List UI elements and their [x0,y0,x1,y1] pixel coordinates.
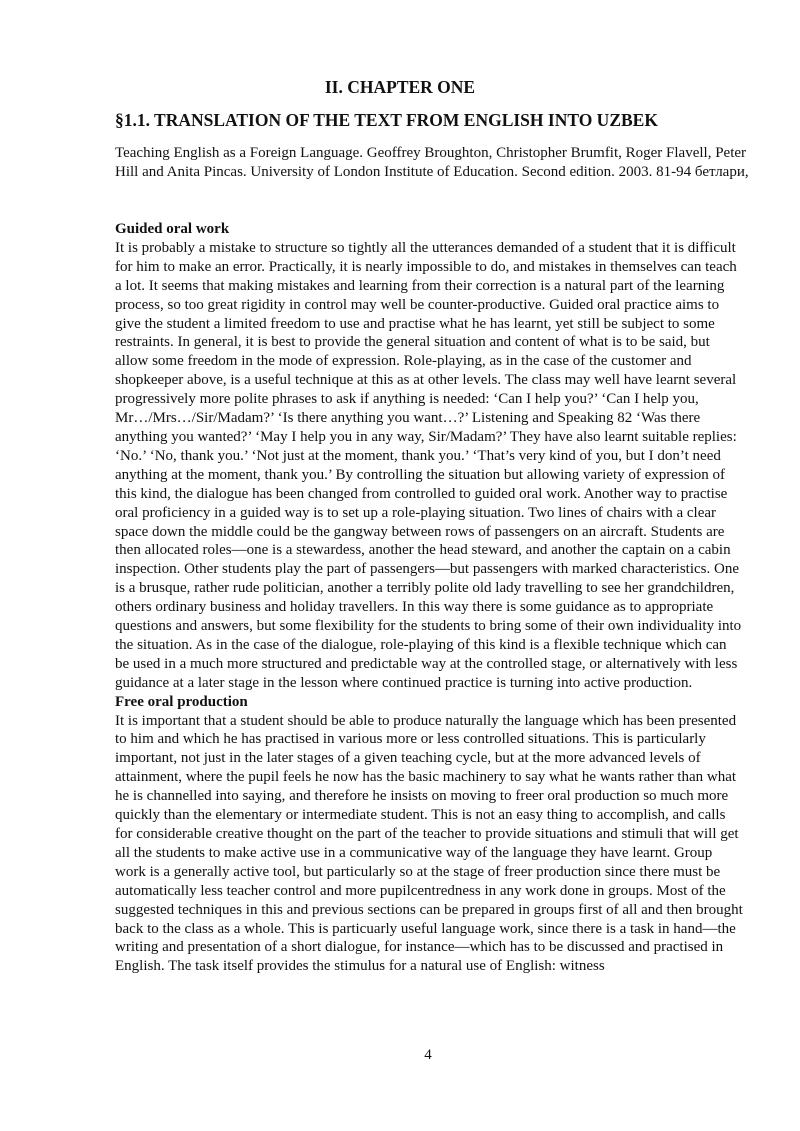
chapter-title: II. CHAPTER ONE [324,77,476,97]
subheading-guided-oral-work: Guided oral work [115,221,230,237]
subheading-free-oral-production: Free oral production [115,693,248,710]
paragraph-free-oral-production: It is important that a student should be able to produce naturally the language which has been presented to him and which he has practised in various more or less controlled situations. This is particularly important, not just in the later stages of a given teaching cycle, but at the more advanced levels of attainment, where the pupil feels he now has the basic machinery to say what he wants rather than what he is channelled into saying, and therefore he insists on moving to freer oral production so much more quickly than the elementary or intermediate student. This is not an easy thing to accomplish, and calls for considerable creative thought on the part of the teacher to provide situations and stimuli that will get all the students to make active use in a communicative way of the language they have learnt. Group work is a generally active tool, but particularly so at the stage of freer production since there must be automatically less teacher control and more pupilcentredness in any work done in groups. Most of the suggested techniques in this and previous sections can be prepared in groups first of all and then brought back to the class as a whole. This is particuarly useful language work, since there is a task in hand—the writing and presentation of a short dialogue, for instance—which has to be discussed and practised in English. The task itself provides the stimulus for a natural use of English: witness [115,712,743,975]
page-number: 4 [424,1047,432,1063]
source-reference: Teaching English as a Foreign Language. Geoffrey Broughton, Christopher Brumfit, Roger Flavell, Peter Hill and Anita Pincas. University of London Institute of Education. Second edition. 2003. 81-94 бетлари, [115,145,749,180]
section-title: §1.1. TRANSLATION OF THE TEXT FROM ENGLISH INTO UZBEK [115,110,658,130]
body-text [115,220,743,976]
paragraph-guided-oral-work: It is probably a mistake to structure so tightly all the utterances demanded of a student that it is difficult for him to make an error. Practically, it is nearly impossible to do, and mistakes in themselves can teach a lot. It seems that making mistakes and learning from their correction is a natural part of the learning process, so too great rigidity in control may well be counter-productive. Guided oral practice aims to give the student a limited freedom to use and practise what he has learnt, yet still be subject to some restraints. In general, it is best to provide the general situation and content of what is to be said, but allow some freedom in the mode of expression. Role-playing, as in the case of the customer and shopkeeper above, is a useful technique at this as at other levels. The class may well have learnt several progressively more polite phrases to ask if anything is needed: ‘Can I help you?’ ‘Can I help you, Mr…/Mrs…/Sir/Madam?’ ‘Is there anything you want…?’ Listening and Speaking 82 ‘Was there anything you wanted?’ ‘May I help you in any way, Sir/Madam?’ They have also learnt suitable replies: ‘No.’ ‘No, thank you.’ ‘Not just at the moment, thank you.’ ‘That’s very kind of you, but I don’t need anything at the moment, thank you.’ By controlling the situation but allowing variety of expression of this kind, the dialogue has been changed from controlled to guided oral work. Another way to practise oral proficiency in a guided way is to set up a role-playing situation. Two lines of chairs with a clear space down the middle could be the gangway between rows of passengers on an aircraft. Students are then allocated roles—one is a stewardess, another the head steward, and another the captain on a cabin inspection. Other students play the part of passengers—but passengers with marked characteristics. One is a brusque, rather rude politician, another a terribly polite old lady travelling to see her grandchildren, others ordinary business and holiday travellers. In this way there is some guidance as to appropriate questions and answers, but some flexibility for the students to bring some of their own individuality into the situation. As in the case of the dialogue, role-playing of this kind is a flexible technique which can be used in a much more structured and predictable way at the controlled stage, or alternatively with less guidance at a later stage in the lesson where continued practice is turning into active production. [115,239,742,691]
